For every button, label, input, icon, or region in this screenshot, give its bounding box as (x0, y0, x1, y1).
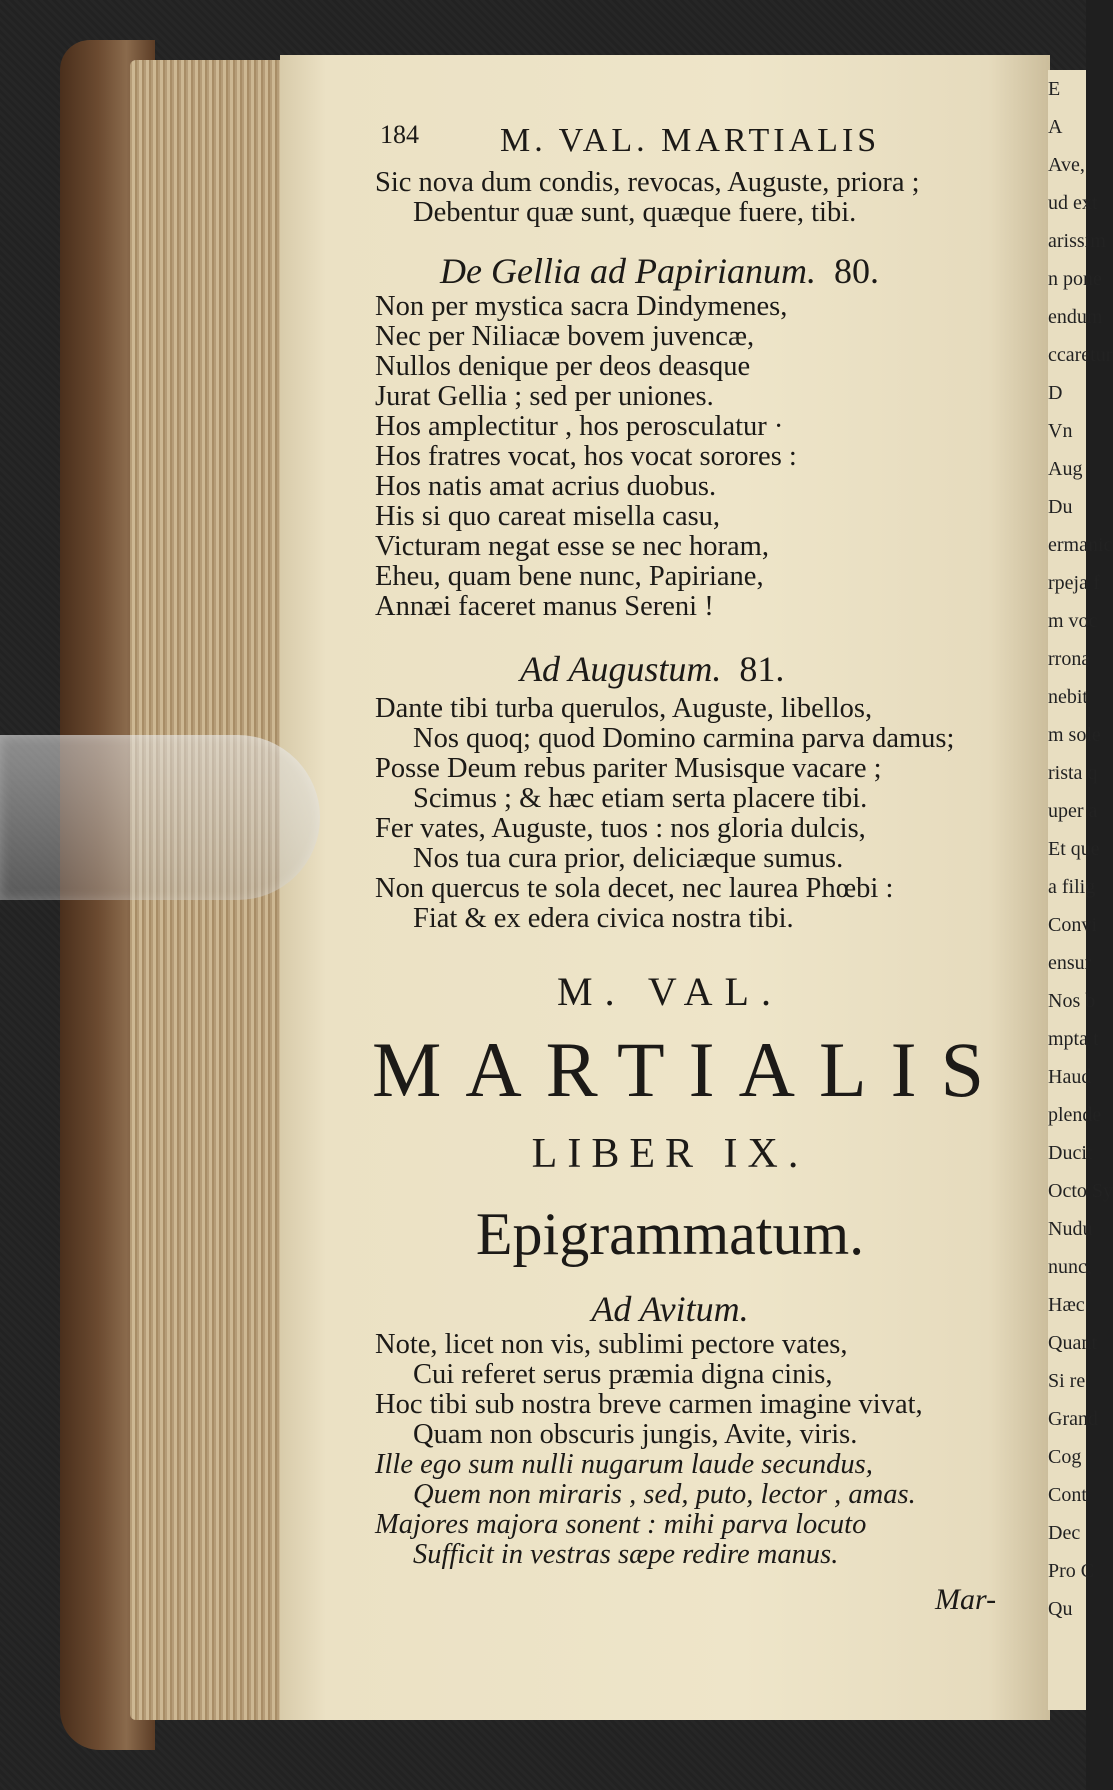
right-page-text-fragment: Aug (1048, 458, 1083, 480)
top-lines (375, 168, 920, 228)
book-subtitle: Epigrammatum. (475, 1201, 865, 1267)
right-page-text-fragment: Convi (1048, 914, 1097, 936)
right-page-text-fragment: Vn (1048, 420, 1073, 442)
right-page-text-fragment: ud ext (1048, 192, 1098, 214)
right-page-text-fragment: arissim (1048, 230, 1106, 252)
verse-line: Hos fratres vocat, hos vocat sorores : (375, 441, 797, 472)
right-page-text-fragment: a filig (1048, 876, 1096, 898)
right-page-text-fragment: plende (1048, 1104, 1102, 1126)
right-page-text-fragment: E (1048, 78, 1061, 100)
right-page-text-fragment: endum (1048, 306, 1103, 328)
verse-line: Sic nova dum condis, revocas, Auguste, priora ; (375, 167, 920, 198)
right-page-text-fragment: Nudu (1048, 1218, 1093, 1240)
verse-line-italic: Quem non miraris , sed, puto, lector , amas. (413, 1479, 916, 1510)
verse-line: Hos amplectitur , hos perosculatur · (375, 411, 784, 442)
right-page-text-fragment: Octo Sy (1048, 1180, 1113, 1202)
catchword: Mar- (935, 1583, 997, 1616)
right-page-text-fragment: Ducit (1048, 1142, 1093, 1164)
right-page-text-fragment: Nos b (1048, 990, 1096, 1012)
epigram-title: De Gellia ad Papirianum. (440, 251, 816, 291)
verse-line-italic: Majores majora sonent : mihi parva locuto (375, 1509, 867, 1540)
right-page-text-fragment: mpta t (1048, 1028, 1099, 1050)
right-page-text-fragment: nunc, (1048, 1256, 1092, 1278)
epigram-80-title (440, 250, 960, 292)
verse-line: Nec per Niliacæ bovem juvencæ, (375, 321, 755, 352)
verse-line: Scimus ; & hæc etiam serta placere tibi. (413, 783, 868, 814)
verse-line: Note, licet non vis, sublimi pectore vates, (375, 1329, 848, 1360)
right-page-text-fragment: ermanic (1048, 534, 1113, 556)
right-page-fragment (1048, 70, 1113, 1710)
page-clip (0, 735, 320, 900)
header-title: M. VAL. MARTIALIS (500, 122, 881, 159)
right-page-text-fragment: rpeja f (1048, 572, 1100, 594)
right-page-text-fragment: Du (1048, 496, 1073, 518)
epigram-81-title (520, 648, 920, 690)
verse-line: Fiat & ex edera civica nostra tibi. (413, 903, 794, 934)
right-page-text-fragment: Qu (1048, 1598, 1073, 1620)
verse-line: Victuram negat esse se nec horam, (375, 531, 769, 562)
verse-line: Debentur quæ sunt, quæque fuere, tibi. (413, 197, 857, 228)
epigram-number: 81. (739, 649, 785, 689)
ad-avitum-title-wrap (380, 1288, 960, 1330)
right-page-text-fragment: n pone (1048, 268, 1102, 290)
right-page-text-fragment: rrona (1048, 648, 1091, 670)
verse-line: Nos tua cura prior, deliciæque sumus. (413, 843, 844, 874)
ad-avitum-lines (375, 1330, 923, 1570)
verse-line-italic: Ille ego sum nulli nugarum laude secundus, (375, 1449, 873, 1480)
book-number: LIBER IX. (531, 1131, 809, 1177)
right-page-text-fragment: Haud (1048, 1066, 1092, 1088)
right-page-text-fragment: Ave, (1048, 154, 1085, 176)
verse-line: Fer vates, Auguste, tuos : nos gloria dulcis, (375, 813, 866, 844)
right-page-text-fragment: ensur (1048, 952, 1092, 974)
right-page-text-fragment: rista q (1048, 762, 1098, 784)
verse-line: Annæi faceret manus Sereni ! (375, 591, 714, 622)
right-page-text-fragment: D (1048, 382, 1063, 404)
verse-line: Cui referet serus præmia digna cinis, (413, 1359, 833, 1390)
right-page-text-fragment: Et que (1048, 838, 1100, 860)
right-page-text-fragment: Hæc (1048, 1294, 1085, 1316)
verse-line: Eheu, quam bene nunc, Papiriane, (375, 561, 764, 592)
verse-line: Hos natis amat acrius duobus. (375, 471, 717, 502)
book-author-name: MARTIALIS (372, 1026, 1008, 1113)
page-number: 184 (380, 120, 419, 149)
verse-line: Non quercus te sola decet, nec laurea Phœbi : (375, 873, 894, 904)
verse-line: Quam non obscuris jungis, Avite, viris. (413, 1419, 858, 1450)
right-page-text-fragment: Si re (1048, 1370, 1086, 1392)
right-page-text-fragment: ccaretur (1048, 344, 1113, 366)
right-page-text-fragment: Pro C (1048, 1560, 1095, 1582)
right-page-text-fragment: nebit (1048, 686, 1088, 708)
verse-line: Non per mystica sacra Dindymenes, (375, 291, 788, 322)
right-page-text-fragment: A (1048, 116, 1063, 138)
epigram-title: Ad Augustum. (520, 649, 722, 689)
right-page-text-fragment: Cog (1048, 1446, 1082, 1468)
verse-line: Posse Deum rebus pariter Musisque vacare ; (375, 753, 882, 784)
verse-line: Dante tibi turba querulos, Auguste, libellos, (375, 693, 873, 724)
verse-line: Hoc tibi sub nostra breve carmen imagine vivat, (375, 1389, 923, 1420)
verse-line: His si quo careat misella casu, (375, 501, 721, 532)
epigram-81-lines (375, 694, 954, 934)
right-page-text-fragment: Cont (1048, 1484, 1087, 1506)
verse-line-italic: Sufficit in vestras sæpe redire manus. (413, 1539, 839, 1570)
verse-line: Jurat Gellia ; sed per uniones. (375, 381, 714, 412)
right-page-text-fragment: Quant (1048, 1332, 1097, 1354)
right-page-text-fragment: uper a (1048, 800, 1098, 822)
right-page-text-fragment: Grand (1048, 1408, 1098, 1430)
epigram-title: Ad Avitum. (591, 1289, 749, 1329)
verse-line: Nos quoq; quod Domino carmina parva damus; (413, 723, 955, 754)
book-author-prefix: M. VAL. (557, 969, 783, 1014)
right-page-text-fragment: m voc (1048, 610, 1098, 632)
right-page-text-fragment: m sole (1048, 724, 1101, 746)
epigram-80-lines (375, 292, 797, 622)
right-page-text-fragment: Dec (1048, 1522, 1081, 1544)
verse-line: Nullos denique per deos deasque (375, 351, 751, 382)
epigram-number: 80. (833, 251, 879, 291)
